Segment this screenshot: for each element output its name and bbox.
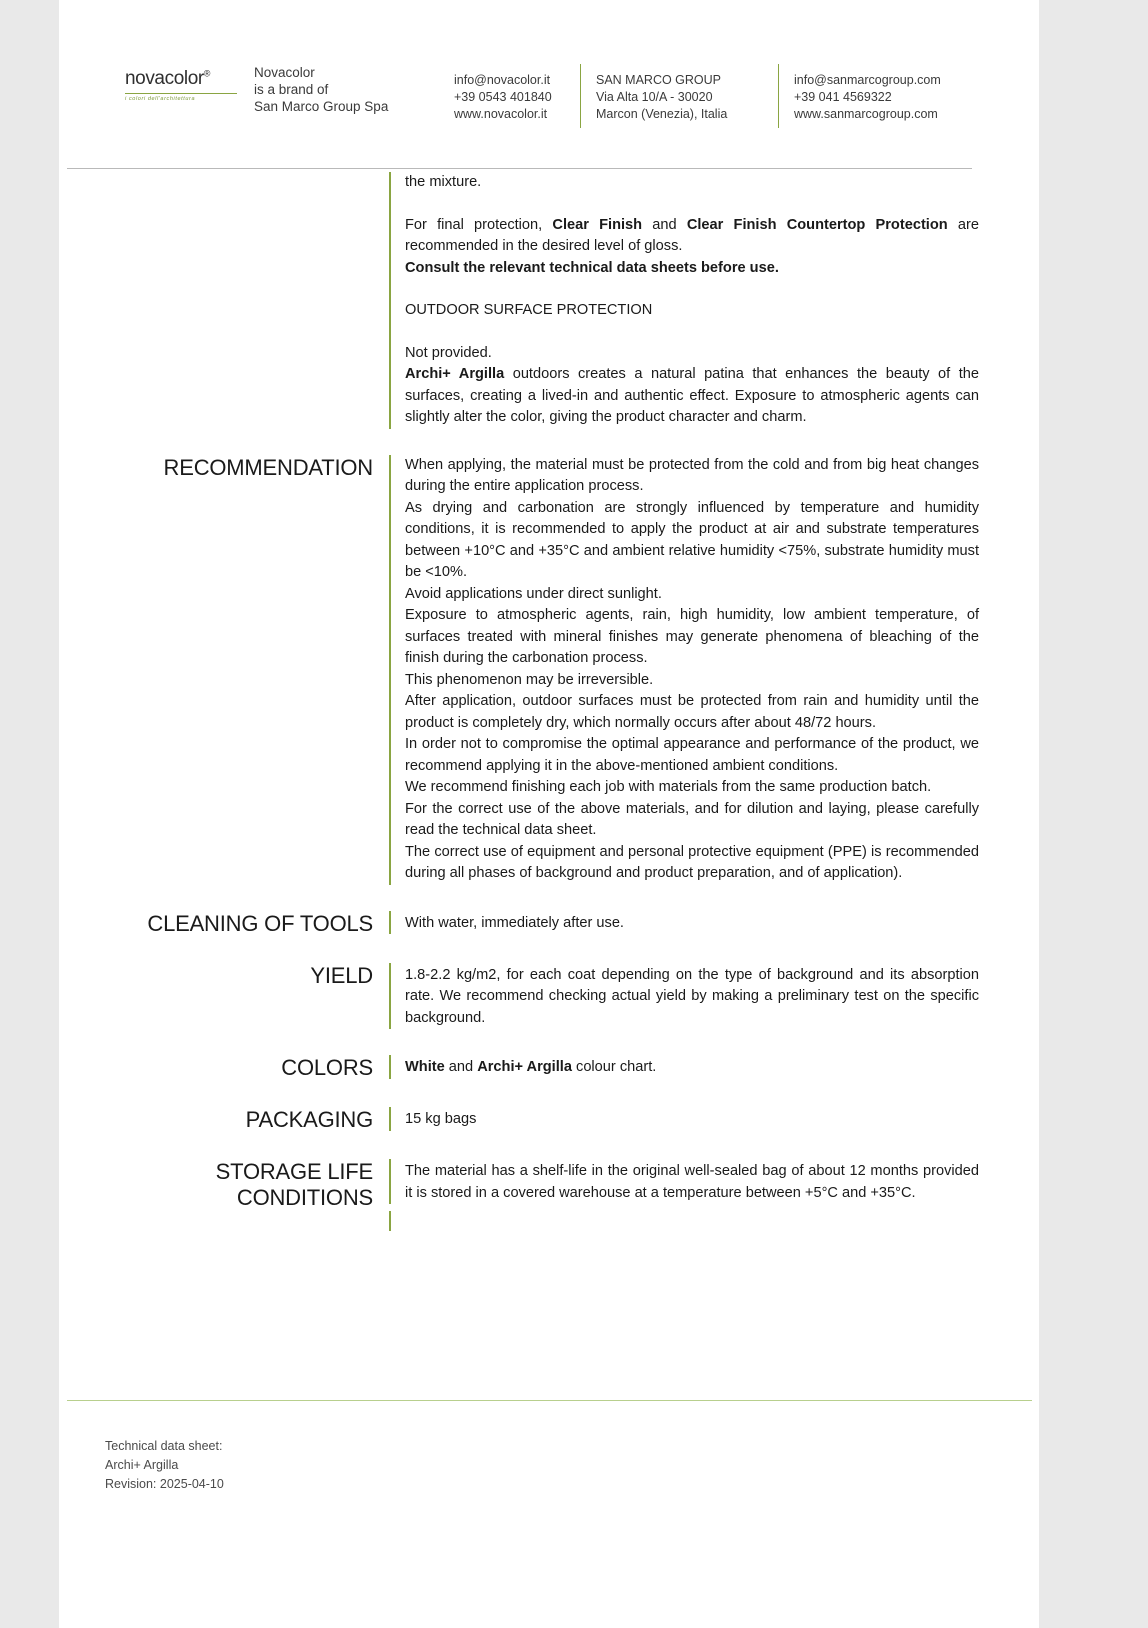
section-intro-text bbox=[389, 172, 1039, 429]
footer-line-1: Technical data sheet: bbox=[105, 1439, 223, 1453]
document-page bbox=[59, 0, 1039, 1628]
spacer-after-colors bbox=[59, 1081, 1039, 1107]
recommendation-paragraph: In order not to compromise the optimal appearance and performance of the product, we recommend applying it in the above-mentioned ambient conditions. bbox=[405, 736, 979, 774]
cleaning-text bbox=[389, 911, 1039, 935]
colors-label: COLORS bbox=[281, 1055, 373, 1080]
consult-note-bold: Consult the relevant technical data sheets before use. bbox=[405, 259, 779, 276]
header-divider-1 bbox=[580, 64, 581, 128]
yield-text bbox=[389, 963, 1039, 1030]
logo-registered-mark: ® bbox=[203, 68, 211, 79]
final-protection-tail: are recommended in the desired level of gloss. bbox=[405, 216, 979, 254]
recommendation-paragraph: Exposure to atmospheric agents, rain, high humidity, low ambient temperature, of surfaces treated with mineral finishes may generate phenomena of bleaching of the finish during the carbonation process. bbox=[405, 607, 979, 666]
recommendation-paragraph: As drying and carbonation are strongly influenced by temperature and humidity conditions, it is recommended to apply the product at air and substrate temperatures between +10°C and +35°C and ambient relative humidity <75%, substrate humidity must be <10%. bbox=[405, 499, 979, 580]
cleaning-label: CLEANING OF TOOLS bbox=[147, 910, 373, 936]
colors-and: and bbox=[444, 1059, 478, 1075]
spacer-after-recommendation bbox=[59, 885, 1039, 911]
storage-label-line-2: CONDITIONS bbox=[236, 1185, 373, 1210]
header-divider-2 bbox=[778, 64, 779, 128]
recommendation-paragraph: We recommend finishing each job with materials from the same production batch. bbox=[405, 779, 932, 795]
spacer-after-yield bbox=[59, 1029, 1039, 1055]
colors-text bbox=[389, 1055, 1039, 1079]
storage-paragraph: The material has a shelf-life in the original well-sealed bag of about 12 months provided it is stored in a covered warehouse at a temperature between +5°C and +35°C. bbox=[405, 1163, 979, 1201]
document-content bbox=[59, 172, 1039, 1231]
logo-word-text: novacolor bbox=[125, 68, 204, 89]
page-header bbox=[59, 0, 1039, 172]
novacolor-contact bbox=[454, 72, 552, 123]
recommendation-paragraph: For the correct use of the above materials, and for dilution and laying, please carefully read the technical data sheet. bbox=[405, 800, 979, 838]
packaging-paragraph: 15 kg bags bbox=[405, 1111, 477, 1127]
section-intro bbox=[59, 172, 1039, 429]
novacolor-phone: +39 0543 401840 bbox=[454, 90, 552, 104]
outdoor-patina-text bbox=[405, 364, 979, 429]
outdoor-protection-heading: OUTDOOR SURFACE PROTECTION bbox=[405, 302, 653, 318]
footer-line-2: Archi+ Argilla bbox=[105, 1458, 179, 1472]
brand-line-3: San Marco Group Spa bbox=[254, 99, 389, 114]
section-colors bbox=[59, 1055, 1039, 1081]
spacer-after-storage bbox=[389, 1211, 1039, 1231]
storage-label bbox=[59, 1159, 389, 1211]
yield-paragraph: 1.8-2.2 kg/m2, for each coat depending on the type of background and its absorption rate. We recommend checking actual yield by making a preliminary test on the specific background. bbox=[405, 966, 979, 1026]
section-cleaning-of-tools bbox=[59, 911, 1039, 937]
section-yield bbox=[59, 963, 1039, 1030]
recommendation-paragraph: After application, outdoor surfaces must be protected from rain and humidity until the product is completely dry, which normally occurs after about 48/72 hours. bbox=[405, 693, 979, 731]
final-protection-lead: For final protection, bbox=[405, 216, 553, 233]
logo-wordmark bbox=[125, 68, 240, 90]
page-footer bbox=[105, 1437, 224, 1494]
storage-label-line-1: STORAGE LIFE bbox=[215, 1159, 373, 1184]
sanmarco-website: www.sanmarcogroup.com bbox=[794, 107, 938, 121]
logo-tagline: i colori dell'architettura bbox=[125, 96, 196, 102]
colors-rest: colour chart. bbox=[571, 1059, 657, 1075]
intro-line-1: the mixture. bbox=[405, 174, 482, 190]
outdoor-patina-rest: outdoors creates a natural patina that enhances the beauty of the surfaces, creating a lived-in and authentic effect. Exposure to atmospheric agents can slightly alter the color, giving the product character and charm. bbox=[405, 366, 979, 425]
colors-archi-bold: Archi+ Argilla bbox=[477, 1059, 572, 1075]
recommendation-text bbox=[389, 455, 1039, 885]
outdoor-not-provided: Not provided. bbox=[405, 344, 492, 361]
spacer-after-cleaning bbox=[59, 937, 1039, 963]
clear-finish-countertop-bold: Clear Finish Countertop Protection bbox=[686, 216, 948, 233]
novacolor-website: www.novacolor.it bbox=[454, 107, 548, 121]
colors-paragraph bbox=[405, 1057, 979, 1079]
final-protection-and: and bbox=[642, 216, 687, 233]
sanmarco-street: Via Alta 10/A - 30020 bbox=[596, 90, 713, 104]
logo-underline bbox=[125, 93, 237, 94]
footer-line-3: Revision: 2025-04-10 bbox=[105, 1477, 224, 1491]
novacolor-email: info@novacolor.it bbox=[454, 73, 551, 87]
archi-argilla-bold: Archi+ Argilla bbox=[405, 366, 505, 382]
sanmarco-phone: +39 041 4569322 bbox=[794, 90, 892, 104]
novacolor-logo bbox=[125, 68, 240, 102]
sanmarco-contact bbox=[794, 72, 941, 123]
section-storage-life bbox=[59, 1159, 1039, 1211]
intro-consult-note bbox=[405, 258, 979, 280]
brand-line-1: Novacolor bbox=[254, 65, 315, 80]
recommendation-paragraph: The correct use of equipment and personal protective equipment (PPE) is recommended during all phases of background and product preparation, and of application). bbox=[405, 843, 979, 881]
cleaning-paragraph: With water, immediately after use. bbox=[405, 914, 624, 931]
sanmarco-city: Marcon (Venezia), Italia bbox=[596, 107, 728, 121]
header-rule bbox=[67, 168, 972, 169]
clear-finish-bold: Clear Finish bbox=[552, 216, 643, 233]
recommendation-paragraph: This phenomenon may be irreversible. bbox=[405, 671, 654, 688]
packaging-text bbox=[389, 1107, 1039, 1131]
packaging-label: PACKAGING bbox=[245, 1107, 373, 1132]
brand-line-2: is a brand of bbox=[254, 82, 329, 97]
brand-statement bbox=[254, 64, 388, 115]
intro-final-protection bbox=[405, 215, 979, 258]
sanmarco-company-name: SAN MARCO GROUP bbox=[596, 73, 722, 87]
recommendation-paragraph: Avoid applications under direct sunlight. bbox=[405, 585, 662, 602]
footer-rule bbox=[67, 1400, 1032, 1401]
section-recommendation bbox=[59, 455, 1039, 885]
spacer-after-intro bbox=[59, 429, 1039, 455]
spacer-after-packaging bbox=[59, 1133, 1039, 1159]
storage-text bbox=[389, 1159, 1039, 1204]
sanmarco-address bbox=[596, 72, 727, 123]
recommendation-paragraph: When applying, the material must be protected from the cold and from big heat changes during the entire application process. bbox=[405, 456, 979, 494]
recommendation-label: RECOMMENDATION bbox=[163, 454, 373, 480]
section-packaging bbox=[59, 1107, 1039, 1133]
sanmarco-email: info@sanmarcogroup.com bbox=[794, 73, 941, 87]
colors-white-bold: White bbox=[405, 1059, 445, 1075]
yield-label: YIELD bbox=[310, 962, 373, 988]
